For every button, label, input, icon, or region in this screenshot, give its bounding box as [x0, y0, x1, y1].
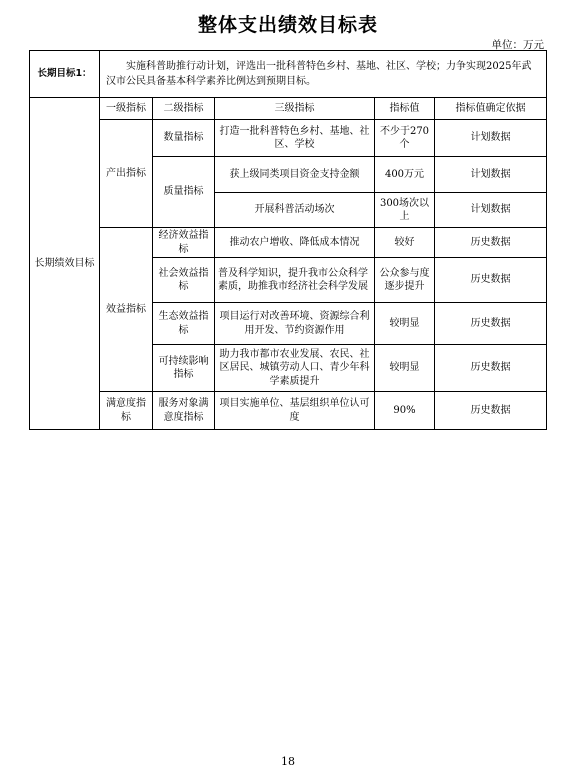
goal-label: 长期目标1：: [30, 51, 100, 98]
satisfaction-value: 90%: [375, 392, 435, 430]
satisfaction-l1: 满意度指标: [100, 392, 153, 430]
benefit-l3: 推动农户增收、降低成本情况: [215, 228, 375, 258]
quantity-value: 不少于270个: [375, 120, 435, 157]
page-number: 18: [281, 755, 295, 768]
output-l1: 产出指标: [100, 120, 153, 228]
benefit-value: 较明显: [375, 303, 435, 345]
unit-label: 单位：万元: [491, 39, 544, 51]
header-basis: 指标值确定依据: [435, 98, 547, 120]
benefit-basis: 历史数据: [435, 258, 547, 303]
satisfaction-basis: 历史数据: [435, 392, 547, 430]
satisfaction-l2: 服务对象满意度指标: [153, 392, 215, 430]
benefit-value: 公众参与度逐步提升: [375, 258, 435, 303]
goal-row: [30, 51, 547, 98]
quality-value: 300场次以上: [375, 193, 435, 228]
table-row: [30, 228, 547, 258]
benefit-l3: 助力我市都市农业发展、农民、社区居民、城镇劳动人口、青少年科学素质提升: [215, 345, 375, 392]
table-row: [30, 120, 547, 157]
quality-l3: 获上级同类项目资金支持金额: [215, 157, 375, 193]
benefit-l2: 社会效益指标: [153, 258, 215, 303]
quality-l3: 开展科普活动场次: [215, 193, 375, 228]
benefit-l2: 生态效益指标: [153, 303, 215, 345]
benefit-l3: 普及科学知识，提升我市公众科学素质，助推我市经济社会科学发展: [215, 258, 375, 303]
benefit-l2: 经济效益指标: [153, 228, 215, 258]
page-title: 整体支出绩效目标表: [197, 14, 378, 36]
benefit-value: 较明显: [375, 345, 435, 392]
header-value: 指标值: [375, 98, 435, 120]
quality-l2: 质量指标: [153, 157, 215, 228]
benefit-basis: 历史数据: [435, 228, 547, 258]
quantity-l3: 打造一批科普特色乡村、基地、社区、学校: [215, 120, 375, 157]
performance-table: [29, 50, 547, 430]
quality-value: 400万元: [375, 157, 435, 193]
satisfaction-l3: 项目实施单位、基层组织单位认可度: [215, 392, 375, 430]
quantity-l2: 数量指标: [153, 120, 215, 157]
quality-basis: 计划数据: [435, 193, 547, 228]
perf-label: 长期绩效目标: [30, 98, 100, 430]
header-l2: 二级指标: [153, 98, 215, 120]
goal-text: 实施科普助推行动计划，评选出一批科普特色乡村、基地、社区、学校；力争实现2025年武汉市公民具备基本科学素养比例达到预期目标。: [100, 51, 547, 98]
quality-basis: 计划数据: [435, 157, 547, 193]
benefit-value: 较好: [375, 228, 435, 258]
header-row: [30, 98, 547, 120]
benefit-l3: 项目运行对改善环境、资源综合利用开发、节约资源作用: [215, 303, 375, 345]
quantity-basis: 计划数据: [435, 120, 547, 157]
benefit-l1: 效益指标: [100, 228, 153, 392]
benefit-l2: 可持续影响指标: [153, 345, 215, 392]
benefit-basis: 历史数据: [435, 345, 547, 392]
table-row: [30, 392, 547, 430]
header-l1: 一级指标: [100, 98, 153, 120]
benefit-basis: 历史数据: [435, 303, 547, 345]
header-l3: 三级指标: [215, 98, 375, 120]
